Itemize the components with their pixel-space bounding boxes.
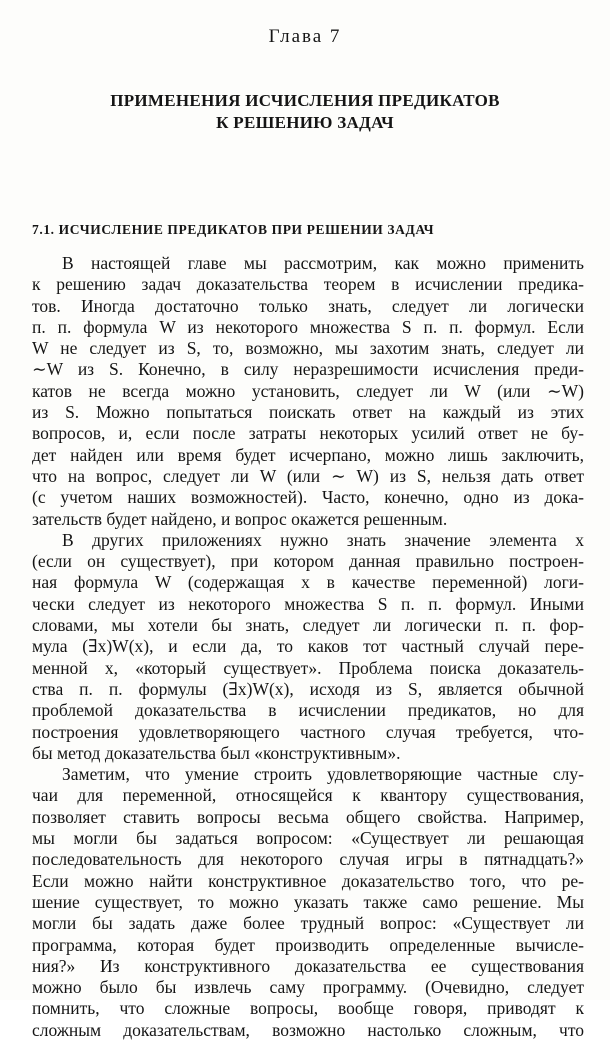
section-heading: 7.1. ИСЧИСЛЕНИЕ ПРЕДИКАТОВ ПРИ РЕШЕНИИ ЗАДАЧ xyxy=(32,222,435,237)
chapter-title-line: К РЕШЕНИЮ ЗАДАЧ xyxy=(216,113,394,132)
text-line: Заметим, что умение строить удовлетворяющие частные слу- xyxy=(62,764,584,785)
text-line: из S. Можно попытаться поискать ответ на каждый из этих xyxy=(32,402,584,423)
text-line: Если можно найти конструктивное доказательство того, что ре- xyxy=(32,870,584,891)
chapter-title xyxy=(0,90,610,134)
chapter-label: Глава 7 xyxy=(268,26,342,47)
text-line: мы могли бы задаться вопросом: «Существует ли решающая xyxy=(32,828,584,849)
text-line: что на вопрос, следует ли W (или ∼ W) из S, нельзя дать ответ xyxy=(32,465,584,486)
text-line: бы метод доказательства был «конструктивным». xyxy=(32,742,401,763)
text-line: (если он существует), при котором данная правильно построен- xyxy=(32,551,584,572)
text-line: чаи для переменной, относящейся к квантору существования, xyxy=(32,785,584,806)
text-line: дет найден или время будет исчерпано, можно лишь заключить, xyxy=(32,444,584,465)
text-line: ∼W из S. Конечно, в силу неразрешимости исчисления преди- xyxy=(32,359,584,380)
text-line: В других приложениях нужно знать значение элемента x xyxy=(62,529,584,550)
text-line: мула (∃x)W(x), и если да, то каков тот частный случай пере- xyxy=(32,636,584,657)
text-line: помнить, что сложные вопросы, вообще говоря, приводят к xyxy=(32,998,584,1019)
text-line: сложным доказательствам, возможно настолько сложным, что xyxy=(32,1019,584,1040)
text-line: зательств будет найдено, и вопрос окажется решенным. xyxy=(32,508,448,529)
text-line: построения удовлетворяющего частного случая требуется, что- xyxy=(32,721,584,742)
text-line: проблемой доказательства в исчислении предикатов, но для xyxy=(32,700,584,721)
text-line: В настоящей главе мы рассмотрим, как можно применить xyxy=(62,253,584,273)
text-line: могли бы задать даже более трудный вопрос: «Существует ли xyxy=(32,913,584,934)
text-line: тов. Иногда достаточно только знать, следует ли логически xyxy=(32,295,584,316)
text-line: катов не всегда можно установить, следует ли W (или ∼W) xyxy=(32,380,584,401)
text-line: позволяет ставить вопросы весьма общего свойства. Например, xyxy=(32,806,584,827)
text-line: шение существует, то можно указать также само решение. Мы xyxy=(32,891,584,912)
text-line: W не следует из S, то, возможно, мы захотим знать, следует ли xyxy=(32,338,584,359)
body-text xyxy=(32,253,584,1041)
text-line: (с учетом наших возможностей). Часто, конечно, одно из дока- xyxy=(32,487,584,508)
chapter-title-line: ПРИМЕНЕНИЯ ИСЧИСЛЕНИЯ ПРЕДИКАТОВ xyxy=(110,91,500,110)
text-line: ная формула W (содержащая x в качестве переменной) логи- xyxy=(32,572,584,593)
text-line: программа, которая будет производить определенные вычисле- xyxy=(32,934,584,955)
text-line: вопросов, и, если после затраты некоторых усилий ответ не бу- xyxy=(32,423,584,444)
text-line: ния?» Из конструктивного доказательства ее существования xyxy=(32,955,584,976)
text-line: п. п. формула W из некоторого множества S п. п. формул. Если xyxy=(32,316,584,337)
text-line: к решению задач доказательства теорем в исчислении предика- xyxy=(32,274,584,295)
text-line: ства п. п. формулы (∃x)W(x), исходя из S, является обычной xyxy=(32,678,584,699)
text-line: чески следует из некоторого множества S п. п. формул. Иными xyxy=(32,593,584,614)
text-line: словами, мы хотели бы знать, следует ли логически п. п. фор- xyxy=(32,615,584,636)
text-line: можно было бы извлечь саму программу. (Очевидно, следует xyxy=(32,977,584,998)
text-line: последовательность для некоторого случая игры в пятнадцать?» xyxy=(32,849,584,870)
text-line: менной x, «который существует». Проблема поиска доказатель- xyxy=(32,657,584,678)
